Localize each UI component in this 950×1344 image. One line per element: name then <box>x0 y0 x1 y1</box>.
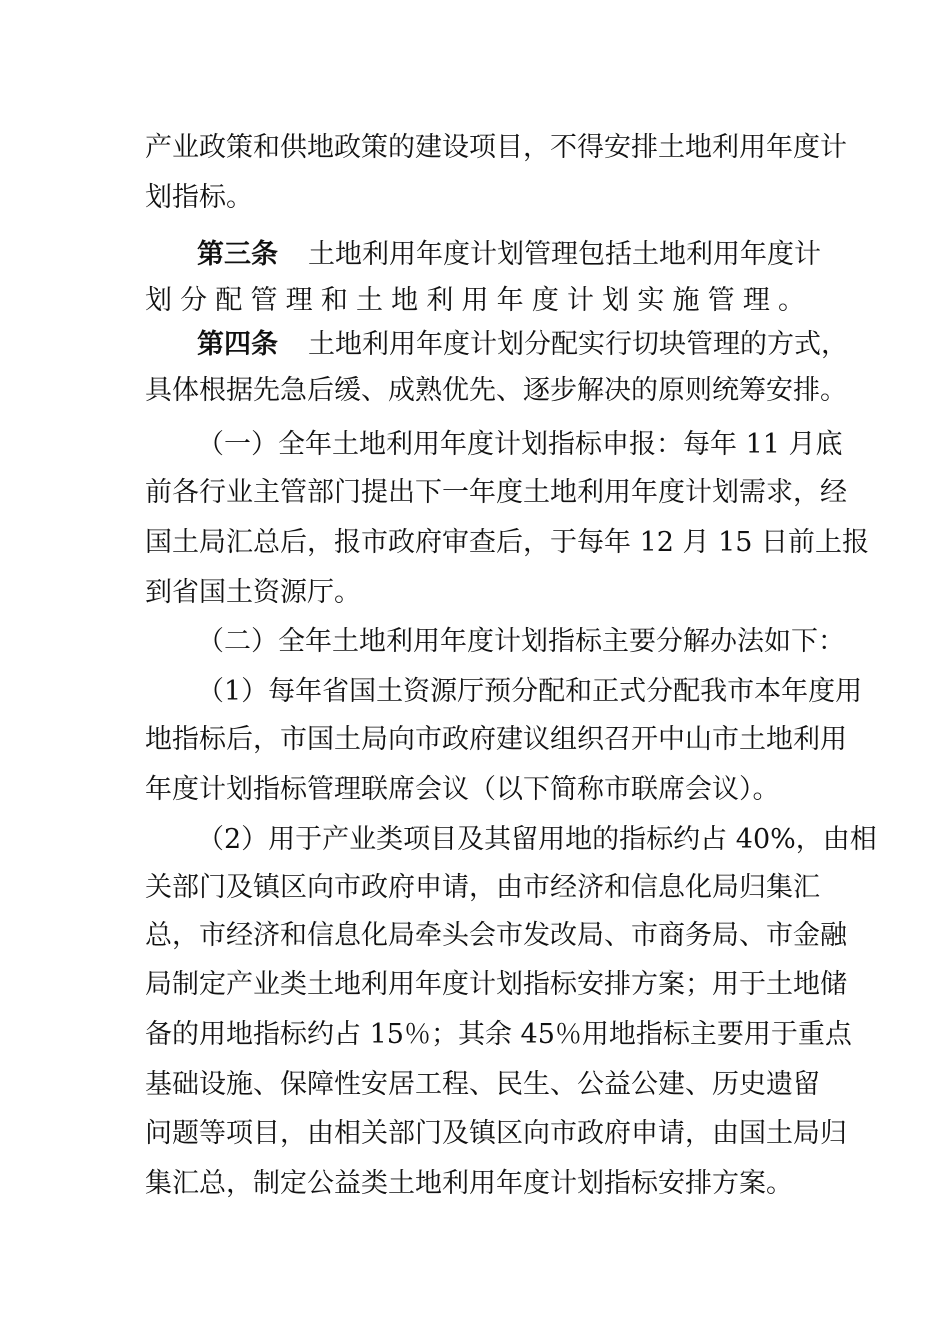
article-heading: 第三条 <box>197 239 278 270</box>
body-line: 集汇总，制定公益类土地利用年度计划指标安排方案。 <box>145 1168 793 1199</box>
article-heading: 第四条 <box>197 329 278 360</box>
body-line: 问题等项目，由相关部门及镇区向市政府申请，由国土局归 <box>145 1118 847 1149</box>
article-text: 土地利用年度计划分配实行切块管理的方式， <box>308 329 848 360</box>
body-line: 前各行业主管部门提出下一年度土地利用年度计划需求，经 <box>145 477 847 508</box>
body-line: 到省国土资源厅。 <box>145 577 361 608</box>
body-line: 基础设施、保障性安居工程、民生、公益公建、历史遗留 <box>145 1069 820 1100</box>
body-line: 划指标。 <box>145 182 253 213</box>
body-line: 划分配管理和土地利用年度计划实施管理。 <box>145 285 805 316</box>
article-line <box>197 327 848 363</box>
body-line: 具体根据先急后缓、成熟优先、逐步解决的原则统筹安排。 <box>145 375 847 406</box>
article-text: 土地利用年度计划管理包括土地利用年度计 <box>308 239 821 270</box>
body-line: 产业政策和供地政策的建设项目，不得安排土地利用年度计 <box>145 132 847 163</box>
body-line: （二）全年土地利用年度计划指标主要分解办法如下： <box>197 626 845 657</box>
body-line: （1）每年省国土资源厅预分配和正式分配我市本年度用 <box>197 676 863 707</box>
body-line: （2）用于产业类项目及其留用地的指标约占 40%，由相 <box>197 824 877 855</box>
body-line: 关部门及镇区向市政府申请，由市经济和信息化局归集汇 <box>145 872 820 903</box>
body-line: 局制定产业类土地利用年度计划指标安排方案；用于土地储 <box>145 969 847 1000</box>
body-line: 备的用地指标约占 15％；其余 45％用地指标主要用于重点 <box>145 1019 852 1050</box>
body-line: 国土局汇总后，报市政府审查后，于每年 12 月 15 日前上报 <box>145 527 870 558</box>
body-line: 年度计划指标管理联席会议（以下简称市联席会议）。 <box>145 774 780 805</box>
body-line: 总，市经济和信息化局牵头会市发改局、市商务局、市金融 <box>145 920 847 951</box>
body-line: 地指标后，市国土局向市政府建议组织召开中山市土地利用 <box>145 724 847 755</box>
article-line <box>197 237 821 273</box>
body-line: （一）全年土地利用年度计划指标申报：每年 11 月底 <box>197 429 843 460</box>
